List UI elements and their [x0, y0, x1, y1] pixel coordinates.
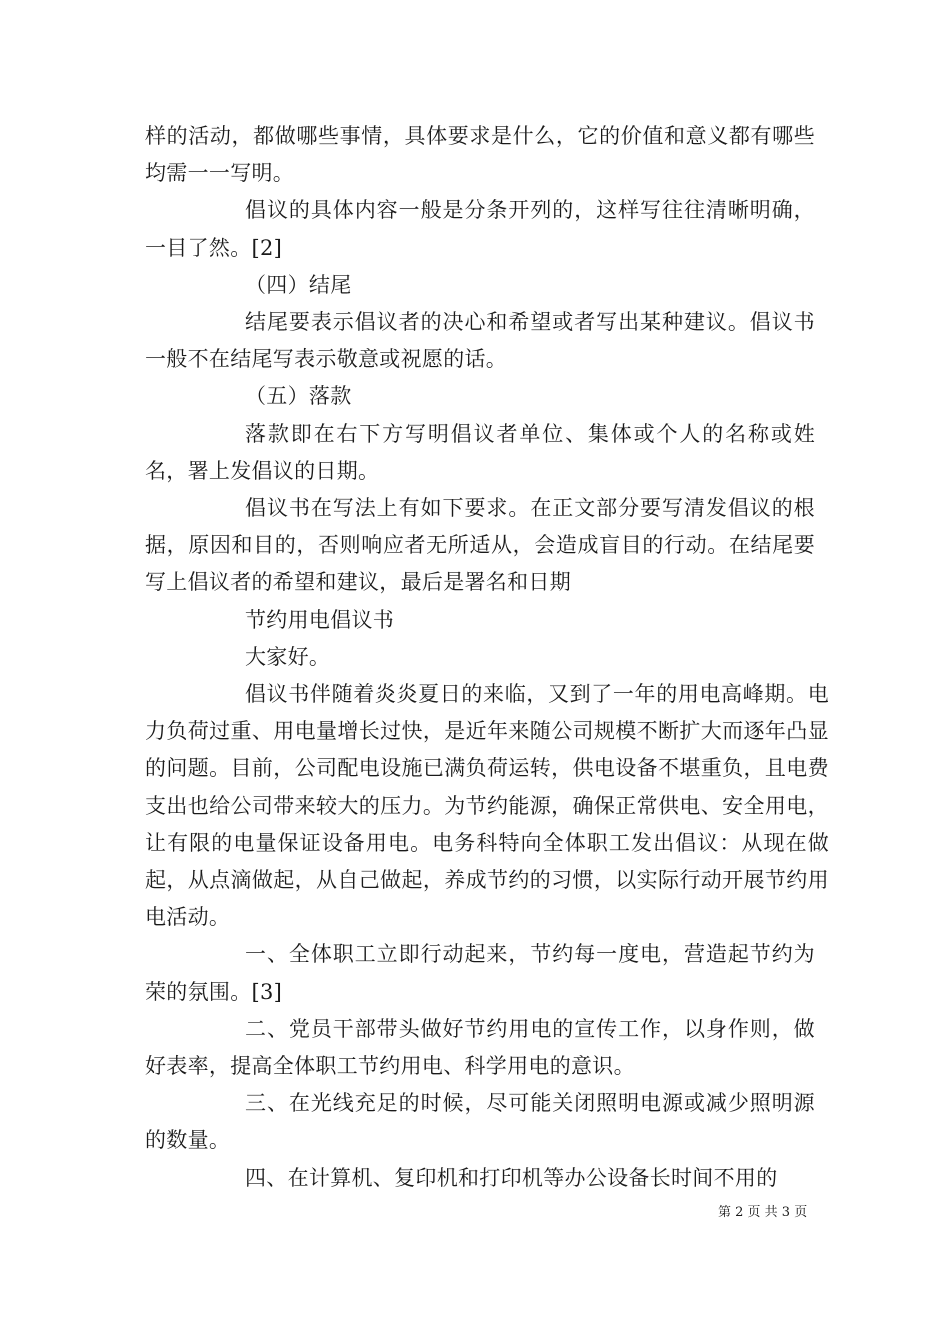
paragraph: 结尾要表示倡议者的决心和希望或者写出某种建议。倡议书一般不在结尾写表示敬意或祝愿的话。 — [145, 310, 815, 372]
section-heading: （四）结尾 — [245, 272, 352, 297]
list-item: 二、党员干部带头做好节约用电的宣传工作，以身作则，做好表率，提高全体职工节约用电、科学用电的意识。 — [145, 1016, 815, 1079]
document-body — [145, 118, 829, 1197]
list-item: 三、在光线充足的时候，尽可能关闭照明电源或减少照明源的数量。 — [145, 1091, 815, 1153]
paragraph-continuation: 样的活动，都做哪些事情，具体要求是什么，它的价值和意义都有哪些均需一一写明。 — [145, 124, 815, 186]
section-heading: （五）落款 — [245, 384, 352, 409]
document-title: 节约用电倡议书 — [245, 607, 395, 632]
salutation: 大家好。 — [245, 644, 331, 669]
paragraph: 落款即在右下方写明倡议者单位、集体或个人的名称或姓名，署上发倡议的日期。 — [145, 421, 815, 483]
paragraph: 倡议书伴随着炎炎夏日的来临，又到了一年的用电高峰期。电力负荷过重、用电量增长过快，是近年来随公司规模不断扩大而逐年凸显的问题。目前，公司配电设施已满负荷运转，供电设备不堪重负，且电费支出也给公司带来较大的压力。为节约能源，确保正常供电、安全用电，让有限的电量保证设备用电。电务科特向全体职工发出倡议：从现在做起，从点滴做起，从自己做起，养成节约的习惯，以实际行动开展节约用电活动。 — [145, 682, 829, 930]
list-item: 一、全体职工立即行动起来，节约每一度电，营造起节约为荣的氛围。[3] — [145, 942, 815, 1004]
list-item: 四、在计算机、复印机和打印机等办公设备长时间不用的 — [245, 1165, 778, 1190]
page-number: 第 2 页 共 3 页 — [718, 1205, 808, 1220]
paragraph: 倡议的具体内容一般是分条开列的，这样写往往清晰明确，一目了然。[2] — [145, 198, 815, 260]
paragraph: 倡议书在写法上有如下要求。在正文部分要写清发倡议的根据，原因和目的，否则响应者无所适从，会造成盲目的行动。在结尾要写上倡议者的希望和建议，最后是署名和日期 — [145, 496, 815, 595]
